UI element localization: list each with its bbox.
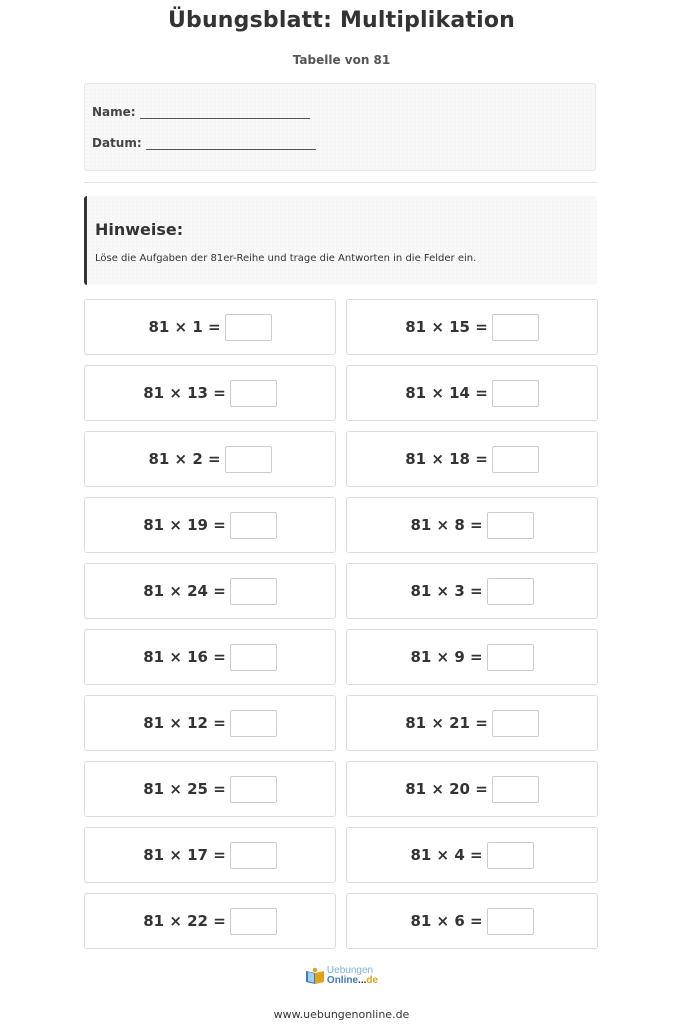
answer-input[interactable] xyxy=(230,512,277,539)
footer-url[interactable]: www.uebungenonline.de xyxy=(273,1008,410,1021)
exercise-card xyxy=(346,695,598,751)
answer-input[interactable] xyxy=(230,776,277,803)
date-line[interactable] xyxy=(146,137,316,150)
answer-input[interactable] xyxy=(230,578,277,605)
footer-logo[interactable] xyxy=(0,966,683,986)
exercise-card xyxy=(84,827,336,883)
answer-input[interactable] xyxy=(230,380,277,407)
exercise-expression: 81 × 2 = xyxy=(148,450,221,468)
logo-text-top: Uebungen xyxy=(326,965,374,976)
exercise-card xyxy=(84,299,336,355)
exercise-expression: 81 × 19 = xyxy=(143,516,226,534)
exercise-expression: 81 × 15 = xyxy=(405,318,488,336)
divider xyxy=(84,182,597,183)
answer-input[interactable] xyxy=(492,380,539,407)
exercise-card xyxy=(346,299,598,355)
exercise-card xyxy=(346,431,598,487)
exercise-expression: 81 × 12 = xyxy=(143,714,226,732)
logo-text-tld: de xyxy=(366,975,379,986)
answer-input[interactable] xyxy=(492,710,539,737)
exercise-card xyxy=(346,893,598,949)
name-line[interactable] xyxy=(140,106,310,119)
student-info-box xyxy=(84,83,596,171)
exercise-card xyxy=(84,893,336,949)
answer-input[interactable] xyxy=(492,446,539,473)
exercise-card xyxy=(84,365,336,421)
exercise-card xyxy=(84,695,336,751)
exercise-expression: 81 × 13 = xyxy=(143,384,226,402)
date-field xyxy=(92,136,316,150)
exercise-expression: 81 × 3 = xyxy=(410,582,483,600)
name-label: Name: xyxy=(92,105,136,119)
exercise-expression: 81 × 25 = xyxy=(143,780,226,798)
exercise-expression: 81 × 17 = xyxy=(143,846,226,864)
exercise-expression: 81 × 21 = xyxy=(405,714,488,732)
hints-box xyxy=(84,196,597,285)
logo-text-online: Online xyxy=(326,975,359,986)
exercise-card xyxy=(346,761,598,817)
answer-input[interactable] xyxy=(230,644,277,671)
answer-input[interactable] xyxy=(225,446,272,473)
exercise-expression: 81 × 1 = xyxy=(148,318,221,336)
page-subtitle: Tabelle von 81 xyxy=(292,53,391,67)
logo-text xyxy=(327,966,378,986)
answer-input[interactable] xyxy=(492,314,539,341)
exercise-expression: 81 × 20 = xyxy=(405,780,488,798)
hints-text: Löse die Aufgaben der 81er-Reihe und trage die Antworten in die Felder ein. xyxy=(95,253,477,264)
logo-text-bottom xyxy=(327,976,378,986)
exercise-expression: 81 × 4 = xyxy=(410,846,483,864)
logo-group xyxy=(305,966,378,986)
logo-text-dots: ... xyxy=(358,975,367,986)
exercise-expression: 81 × 14 = xyxy=(405,384,488,402)
exercise-expression: 81 × 6 = xyxy=(410,912,483,930)
answer-input[interactable] xyxy=(225,314,272,341)
answer-input[interactable] xyxy=(230,908,277,935)
exercise-card xyxy=(346,497,598,553)
exercise-card xyxy=(84,497,336,553)
name-field xyxy=(92,105,310,119)
exercise-card xyxy=(346,365,598,421)
exercise-card xyxy=(346,827,598,883)
exercise-card xyxy=(84,563,336,619)
answer-input[interactable] xyxy=(487,578,534,605)
date-label: Datum: xyxy=(92,136,142,150)
answer-input[interactable] xyxy=(230,842,277,869)
answer-input[interactable] xyxy=(487,512,534,539)
exercise-grid xyxy=(84,299,598,949)
exercise-card xyxy=(346,563,598,619)
answer-input[interactable] xyxy=(487,908,534,935)
answer-input[interactable] xyxy=(492,776,539,803)
answer-input[interactable] xyxy=(487,842,534,869)
exercise-expression: 81 × 22 = xyxy=(143,912,226,930)
page-title: Übungsblatt: Multiplikation xyxy=(167,8,516,33)
answer-input[interactable] xyxy=(230,710,277,737)
exercise-expression: 81 × 18 = xyxy=(405,450,488,468)
exercise-card xyxy=(84,761,336,817)
answer-input[interactable] xyxy=(487,644,534,671)
exercise-card xyxy=(84,431,336,487)
exercise-card xyxy=(84,629,336,685)
hints-title: Hinweise: xyxy=(95,220,184,239)
exercise-expression: 81 × 16 = xyxy=(143,648,226,666)
book-logo-icon xyxy=(305,967,325,985)
exercise-expression: 81 × 24 = xyxy=(143,582,226,600)
exercise-expression: 81 × 8 = xyxy=(410,516,483,534)
exercise-expression: 81 × 9 = xyxy=(410,648,483,666)
exercise-card xyxy=(346,629,598,685)
